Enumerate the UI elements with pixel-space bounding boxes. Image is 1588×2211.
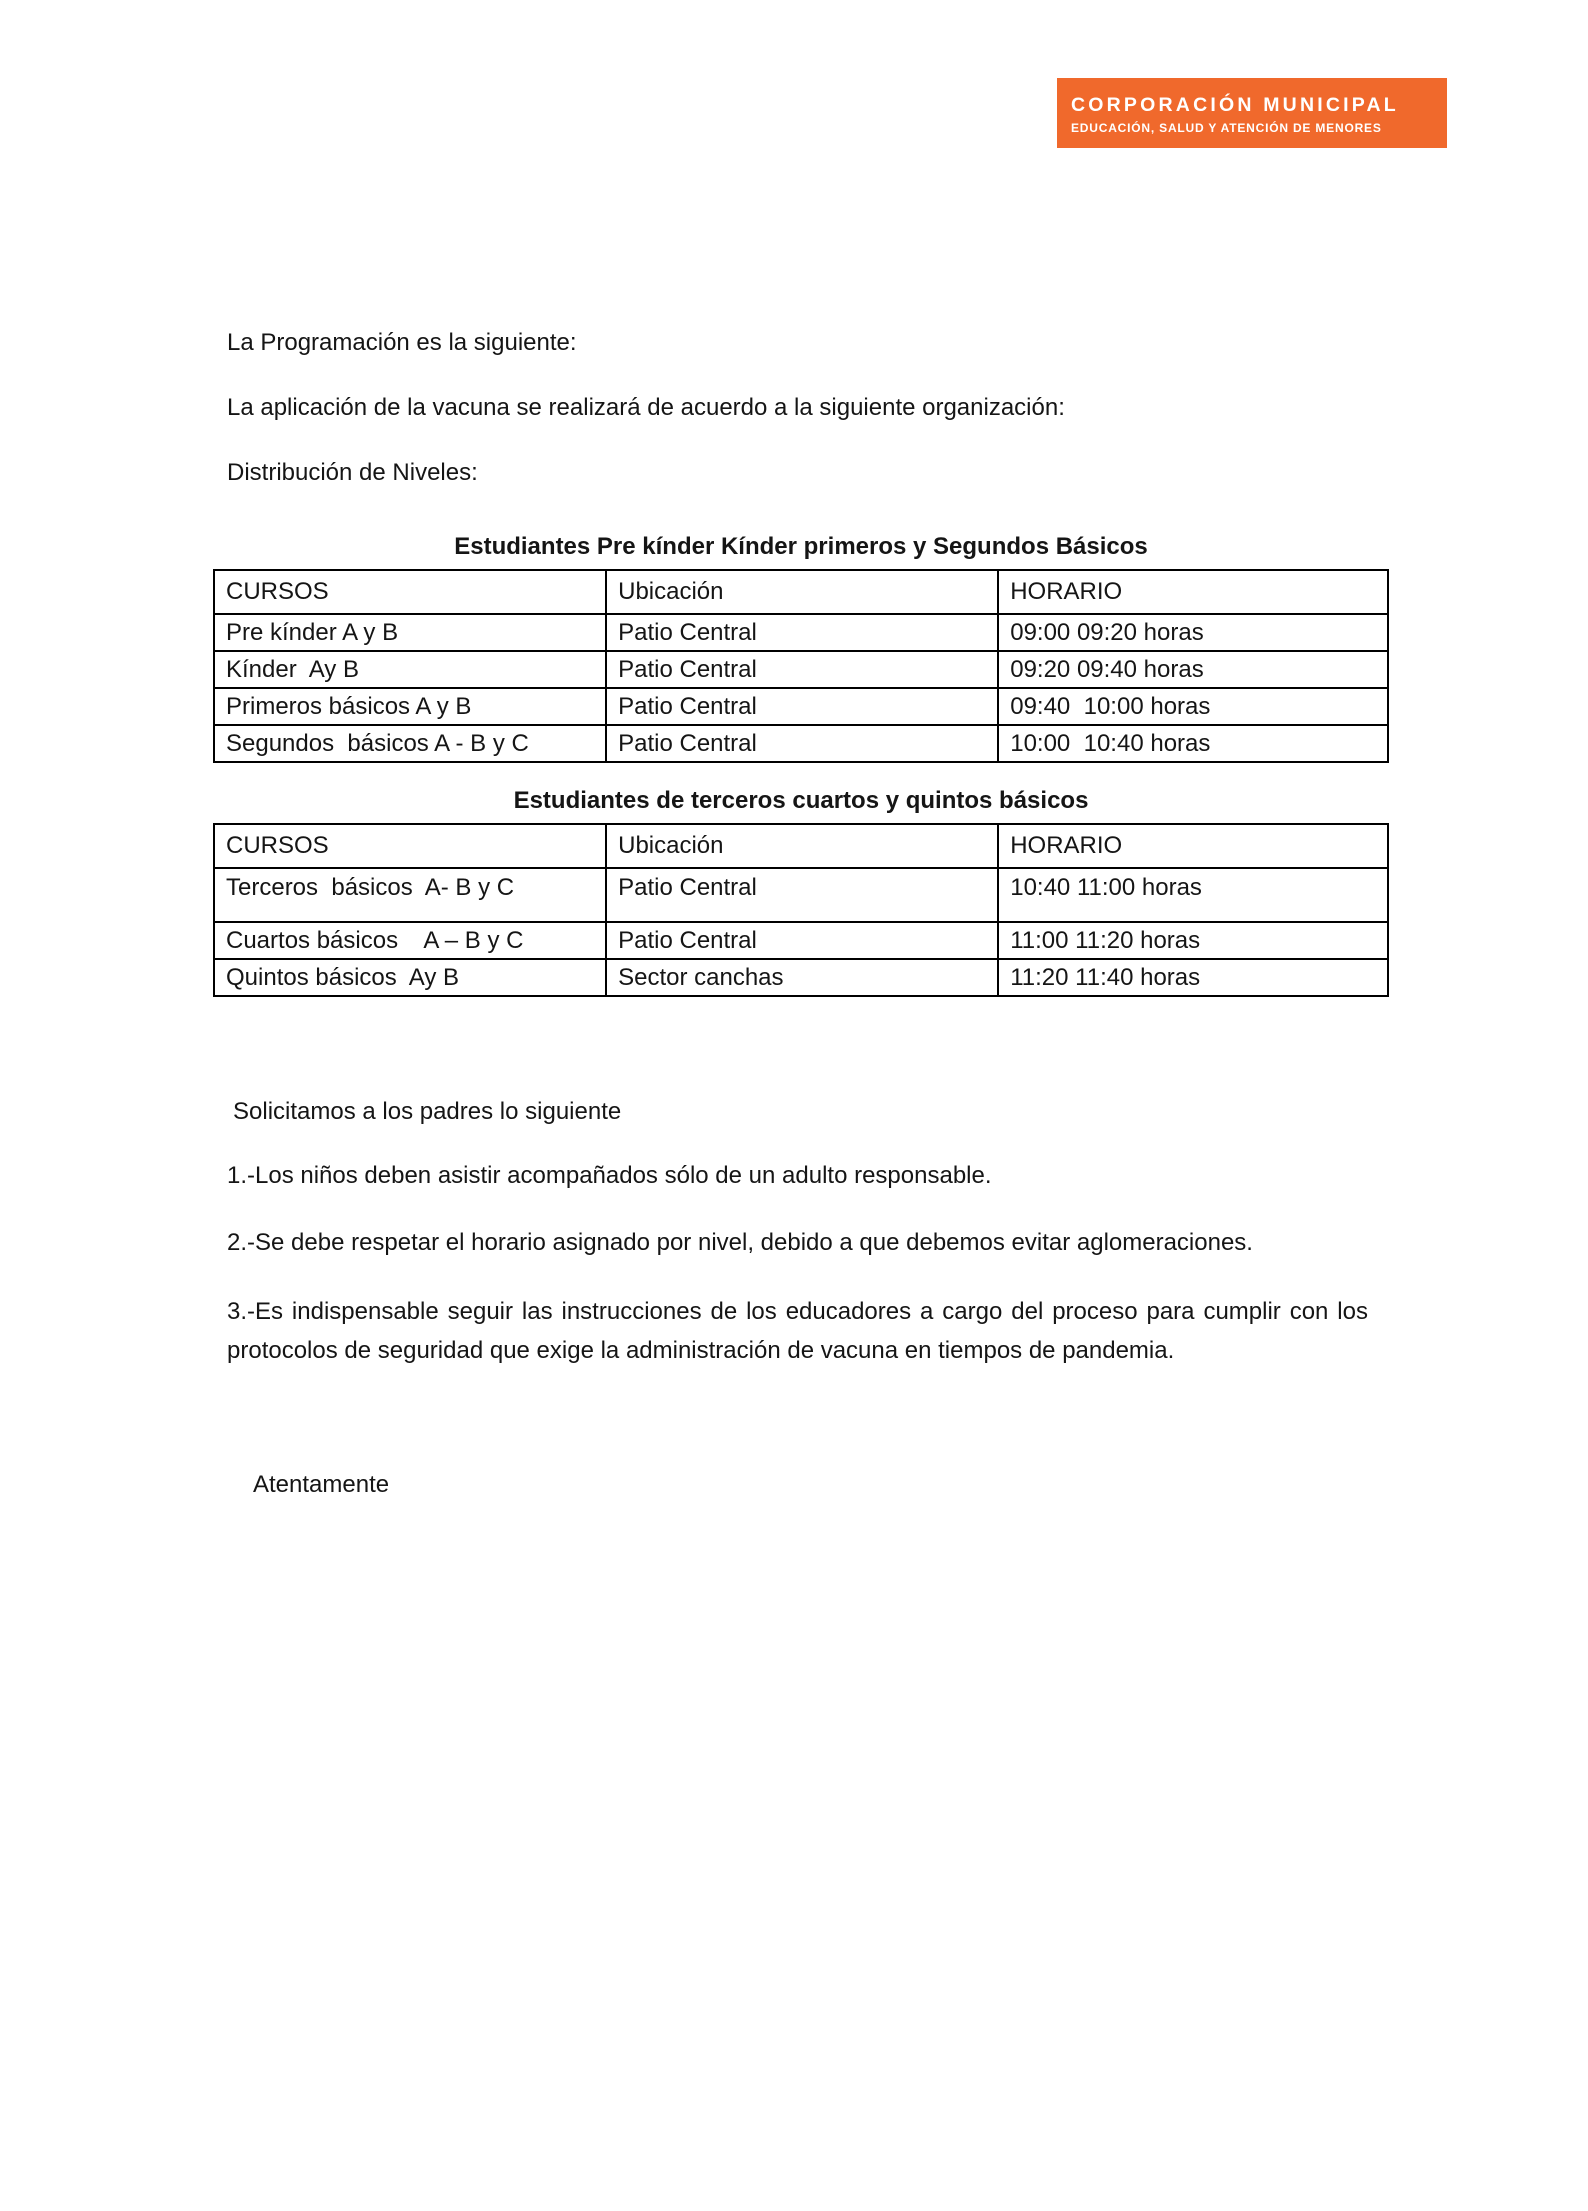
table-header-row (214, 824, 1388, 868)
cell-horario: 10:40 11:00 horas (998, 868, 1388, 922)
header-horario: HORARIO (998, 824, 1388, 868)
intro-paragraph-2: La aplicación de la vacuna se realizará de acuerdo a la siguiente organización: (227, 394, 1065, 421)
cell-ubicacion: Sector canchas (606, 959, 998, 996)
cell-ubicacion: Patio Central (606, 725, 998, 762)
intro-paragraph-1: La Programación es la siguiente: (227, 329, 577, 356)
table-row (214, 688, 1388, 725)
cell-curso: Terceros básicos A- B y C (214, 868, 606, 922)
request-item-1: 1.-Los niños deben asistir acompañados sólo de un adulto responsable. (227, 1162, 992, 1189)
cell-curso: Pre kínder A y B (214, 614, 606, 651)
request-item-3: 3.-Es indispensable seguir las instrucciones de los educadores a cargo del proceso para cumplir con los protocolos de seguridad que exige la administración de vacuna en tiempos de pandemia. (227, 1298, 1375, 1364)
cell-horario: 09:00 09:20 horas (998, 614, 1388, 651)
cell-horario: 09:40 10:00 horas (998, 688, 1388, 725)
cell-curso: Cuartos básicos A – B y C (214, 922, 606, 959)
cell-curso: Kínder Ay B (214, 651, 606, 688)
document-body (226, 0, 1375, 1504)
table-row (214, 922, 1388, 959)
cell-curso: Primeros básicos A y B (214, 688, 606, 725)
table1-title: Estudiantes Pre kínder Kínder primeros y Segundos Básicos (454, 533, 1148, 560)
request-intro: Solicitamos a los padres lo siguiente (233, 1098, 622, 1125)
closing-salutation: Atentamente (253, 1471, 390, 1498)
table-row (214, 868, 1388, 922)
table-row (214, 651, 1388, 688)
cell-curso: Quintos básicos Ay B (214, 959, 606, 996)
table-header-row (214, 570, 1388, 614)
table-prekinder-segundos (213, 569, 1389, 763)
logo-subtitle: EDUCACIÓN, SALUD Y ATENCIÓN DE MENORES (1071, 120, 1382, 135)
header-ubicacion: Ubicación (606, 824, 998, 868)
cell-ubicacion: Patio Central (606, 868, 998, 922)
header-cursos: CURSOS (214, 824, 606, 868)
cell-horario: 11:00 11:20 horas (998, 922, 1388, 959)
cell-horario: 11:20 11:40 horas (998, 959, 1388, 996)
table-row (214, 725, 1388, 762)
header-horario: HORARIO (998, 570, 1388, 614)
header-ubicacion: Ubicación (606, 570, 998, 614)
cell-ubicacion: Patio Central (606, 688, 998, 725)
cell-ubicacion: Patio Central (606, 651, 998, 688)
intro-paragraph-3: Distribución de Niveles: (227, 459, 478, 486)
cell-curso: Segundos básicos A - B y C (214, 725, 606, 762)
logo-title: CORPORACIÓN MUNICIPAL (1071, 93, 1399, 116)
table-row (214, 959, 1388, 996)
table-terceros-quintos (213, 823, 1389, 997)
cell-horario: 10:00 10:40 horas (998, 725, 1388, 762)
cell-ubicacion: Patio Central (606, 614, 998, 651)
cell-ubicacion: Patio Central (606, 922, 998, 959)
table-row (214, 614, 1388, 651)
cell-horario: 09:20 09:40 horas (998, 651, 1388, 688)
table2-title: Estudiantes de terceros cuartos y quintos básicos (513, 787, 1089, 814)
header-cursos: CURSOS (214, 570, 606, 614)
request-item-2: 2.-Se debe respetar el horario asignado por nivel, debido a que debemos evitar aglomeraciones. (227, 1229, 1253, 1256)
